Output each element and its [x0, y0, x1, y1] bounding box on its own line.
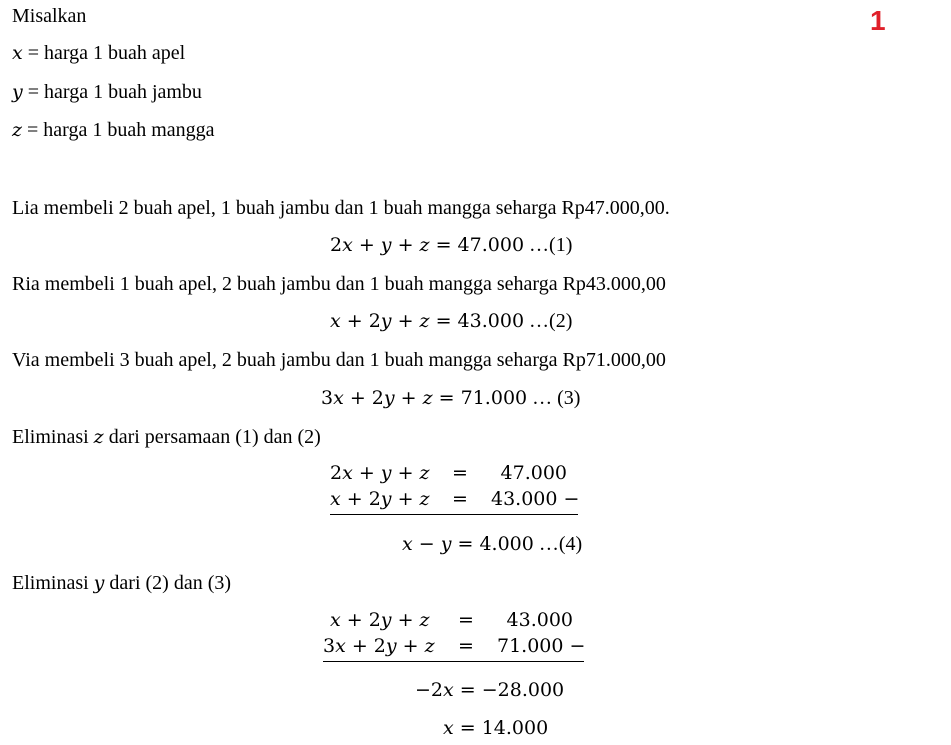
elim-y-row2-rhs: 71.000 − — [497, 635, 586, 657]
statement-via: Via membeli 3 buah apel, 2 buah jambu dan 1 buah mangga seharga Rp71.000,00 — [12, 349, 666, 371]
equation-1 — [330, 233, 572, 257]
elim-y-row1-lhs: 𝑥 + 2𝑦 + 𝑧 — [330, 609, 430, 631]
definition-var: z — [12, 119, 23, 141]
elim-y-result-2: 𝑥 = 14.000 — [443, 717, 549, 739]
elim-z-row1-eq: = — [452, 462, 468, 484]
elim-y-result-1: −2𝑥 = −28.000 — [415, 679, 565, 701]
elim-y-row2-lhs: 3𝑥 + 2𝑦 + 𝑧 — [323, 635, 435, 657]
equation-expr: 2𝑥 + 𝑦 + 𝑧 = 47.000 — [330, 234, 525, 256]
elim-var: z — [93, 426, 104, 448]
result-expr: 𝑥 − 𝑦 = 4.000 — [402, 533, 534, 555]
elim-z-row2-eq: = — [452, 488, 468, 510]
elim-y-row2-eq: = — [458, 635, 474, 657]
definition-text: = harga 1 buah apel — [22, 42, 186, 64]
equation-label: … (3) — [527, 387, 581, 409]
definition-text: = harga 1 buah mangga — [22, 119, 215, 141]
definition-text: = harga 1 buah jambu — [22, 81, 202, 103]
equation-2 — [330, 309, 572, 333]
elim-y-divider — [323, 661, 584, 662]
equation-label: …(1) — [524, 234, 573, 256]
definition-y — [12, 80, 202, 104]
definition-x — [12, 41, 185, 65]
definition-var: x — [12, 42, 23, 64]
elim-z-title — [12, 425, 321, 449]
definition-var: y — [12, 81, 23, 103]
elim-z-row1-rhs: 47.000 — [500, 462, 567, 484]
statement-lia: Lia membeli 2 buah apel, 1 buah jambu dan 1 buah mangga seharga Rp47.000,00. — [12, 197, 670, 219]
definition-z — [12, 118, 215, 142]
equation-expr: 3𝑥 + 2𝑦 + 𝑧 = 71.000 — [321, 387, 528, 409]
elim-title-post: dari persamaan (1) dan (2) — [103, 426, 321, 448]
elim-var: y — [93, 572, 105, 594]
elim-y-row1-rhs: 43.000 — [506, 609, 573, 631]
elim-z-row2-rhs: 43.000 − — [491, 488, 580, 510]
page-number: 1 — [870, 5, 886, 36]
statement-ria: Ria membeli 1 buah apel, 2 buah jambu dan 1 buah mangga seharga Rp43.000,00 — [12, 273, 666, 295]
equation-expr: 𝑥 + 2𝑦 + 𝑧 = 43.000 — [330, 310, 525, 332]
elim-y-title — [12, 571, 231, 595]
elim-z-divider — [330, 514, 578, 515]
elim-title-pre: Eliminasi — [12, 426, 94, 448]
intro-heading: Misalkan — [12, 5, 87, 27]
result-label: …(4) — [533, 533, 583, 555]
elim-y-row1-eq: = — [458, 609, 474, 631]
elim-title-post: dari (2) dan (3) — [104, 572, 232, 594]
equation-3 — [321, 386, 580, 410]
equation-label: …(2) — [524, 310, 573, 332]
elim-title-pre: Eliminasi — [12, 572, 94, 594]
elim-z-result — [402, 532, 582, 556]
elim-z-row2-lhs: 𝑥 + 2𝑦 + 𝑧 — [330, 488, 430, 510]
elim-z-row1-lhs: 2𝑥 + 𝑦 + 𝑧 — [330, 462, 430, 484]
